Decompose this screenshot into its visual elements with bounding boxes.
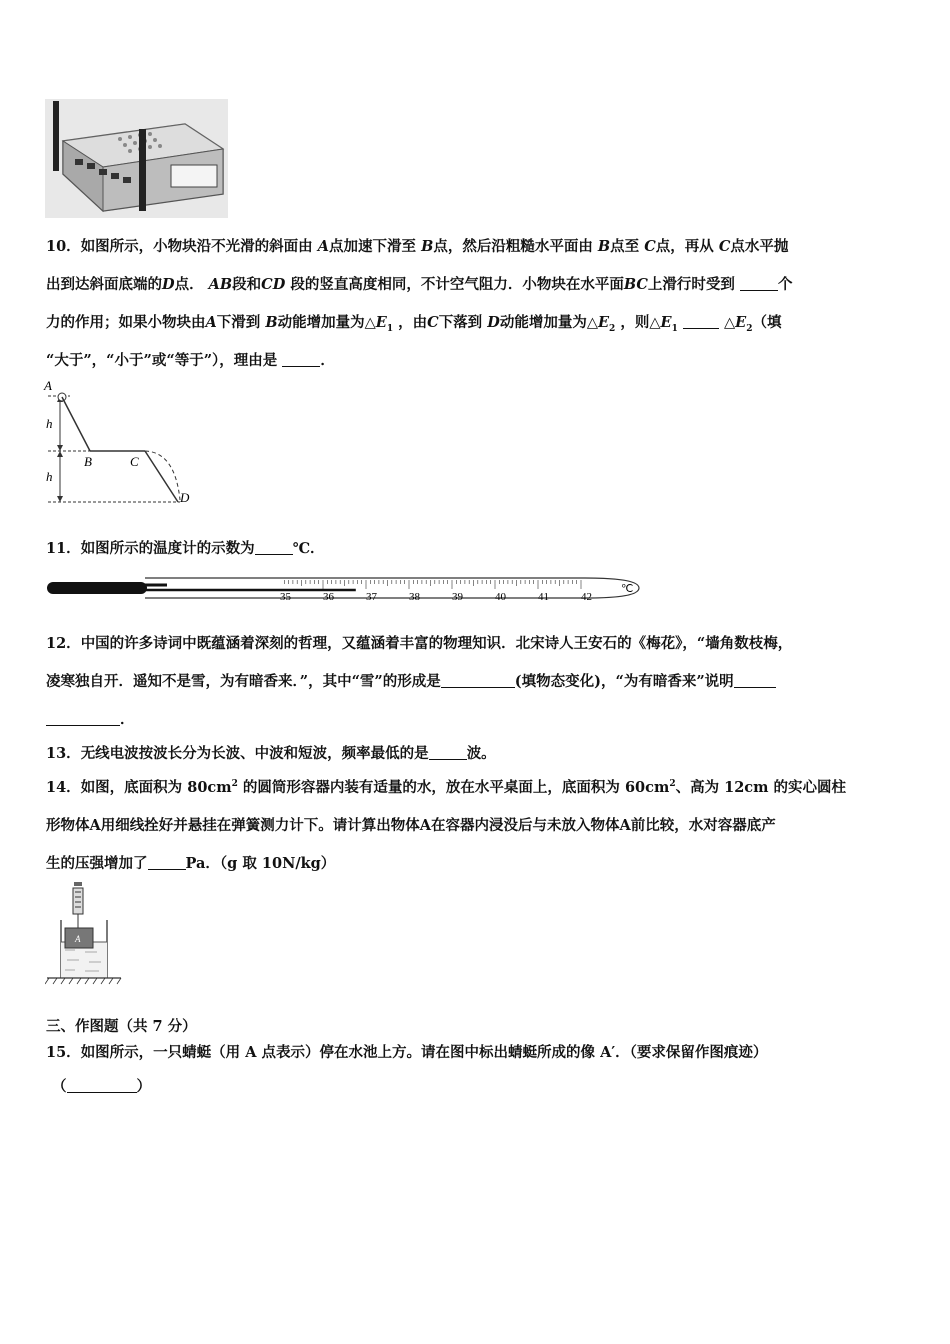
thermometer-tick-label: 36 <box>323 591 334 603</box>
thermometer-tick-label: 42 <box>581 591 592 603</box>
answer-blank[interactable] <box>734 673 776 689</box>
thermometer-unit: ℃ <box>621 583 634 595</box>
router-image <box>45 99 228 218</box>
answer-blank[interactable] <box>429 745 467 761</box>
label-A: A <box>44 378 52 393</box>
thermometer-tick-label: 41 <box>538 591 549 603</box>
thermometer-tick-label: 38 <box>409 591 420 603</box>
section-3-title: 三、作图题（共 7 分） <box>46 1018 197 1035</box>
label-h1: h <box>46 416 53 431</box>
answer-blank[interactable] <box>148 855 186 871</box>
thermometer-tick-label: 40 <box>495 591 506 603</box>
answer-blank[interactable] <box>441 673 515 689</box>
question-10: 10．如图所示，小物块沿不光滑的斜面由 A点加速下滑至 B点，然后沿粗糙水平面由 B点至 C点，再从 C点水平抛 出到达斜面底端的D点． AB段和CD 段的竖直高度相同，不计空气阻力．小物块在水平面BC上滑行时受到 个 力的作用；如果小物块由A下滑到 B动能增加量为$\triangle E_1$ ，由C下落到 D动能增加量为$\triangle E_2$ ，则$\triangle E_1$ $\triangle E_2$（填 “大于”，“小于”或“等于”），理由是 ． <box>46 238 793 369</box>
question-14: 14．如图，底面积为 $80cm^2$ 的圆筒形容器内装有适量的水，放在水平桌面上，底面积为 $60cm^2$、高为 12cm 的实心圆柱 形物体A用细线拴好并悬挂在弹簧测力计下。请计算出物体A在容器内浸没后与未放入物体A前比较，水对容器底产 生的压强增加了 Pa．（g 取 10N/kg） <box>46 779 847 872</box>
answer-blank[interactable] <box>740 276 778 292</box>
answer-blank[interactable] <box>255 540 293 556</box>
question-12: 12．中国的许多诗词中既蕴涵着深刻的哲理，又蕴涵着丰富的物理知识．北宋诗人王安石的《梅花》，“墙角数枝梅， 凌寒独自开．遥知不是雪，为有暗香来．”，其中“雪”的形成是 (填物态变化)，“为有暗香来”说明 ． <box>46 635 793 728</box>
label-B: B <box>84 454 92 469</box>
question-11: 11．如图所示的温度计的示数为 ℃． <box>46 540 325 557</box>
thermometer-tick-label: 39 <box>452 591 463 603</box>
incline-diagram <box>40 376 200 508</box>
answer-blank[interactable] <box>67 1078 137 1094</box>
label-h2: h <box>46 469 53 484</box>
object-A-label: A <box>75 934 81 944</box>
label-D: D <box>180 490 190 505</box>
question-15: 15．如图所示，一只蜻蜓（用 A 点表示）停在水池上方。请在图中标出蜻蜓所成的像 A′．（要求保留作图痕迹） （ ） <box>46 1044 768 1095</box>
answer-blank[interactable] <box>282 352 320 368</box>
thermometer <box>45 572 645 604</box>
thermometer-tick-label: 37 <box>366 591 377 603</box>
question-13: 13．无线电波按波长分为长波、中波和短波，频率最低的是 波。 <box>46 745 496 762</box>
container-diagram <box>45 880 125 986</box>
label-C: C <box>130 454 139 469</box>
answer-blank[interactable] <box>46 711 120 727</box>
thermometer-tick-label: 35 <box>280 591 291 603</box>
answer-blank[interactable] <box>683 314 719 330</box>
